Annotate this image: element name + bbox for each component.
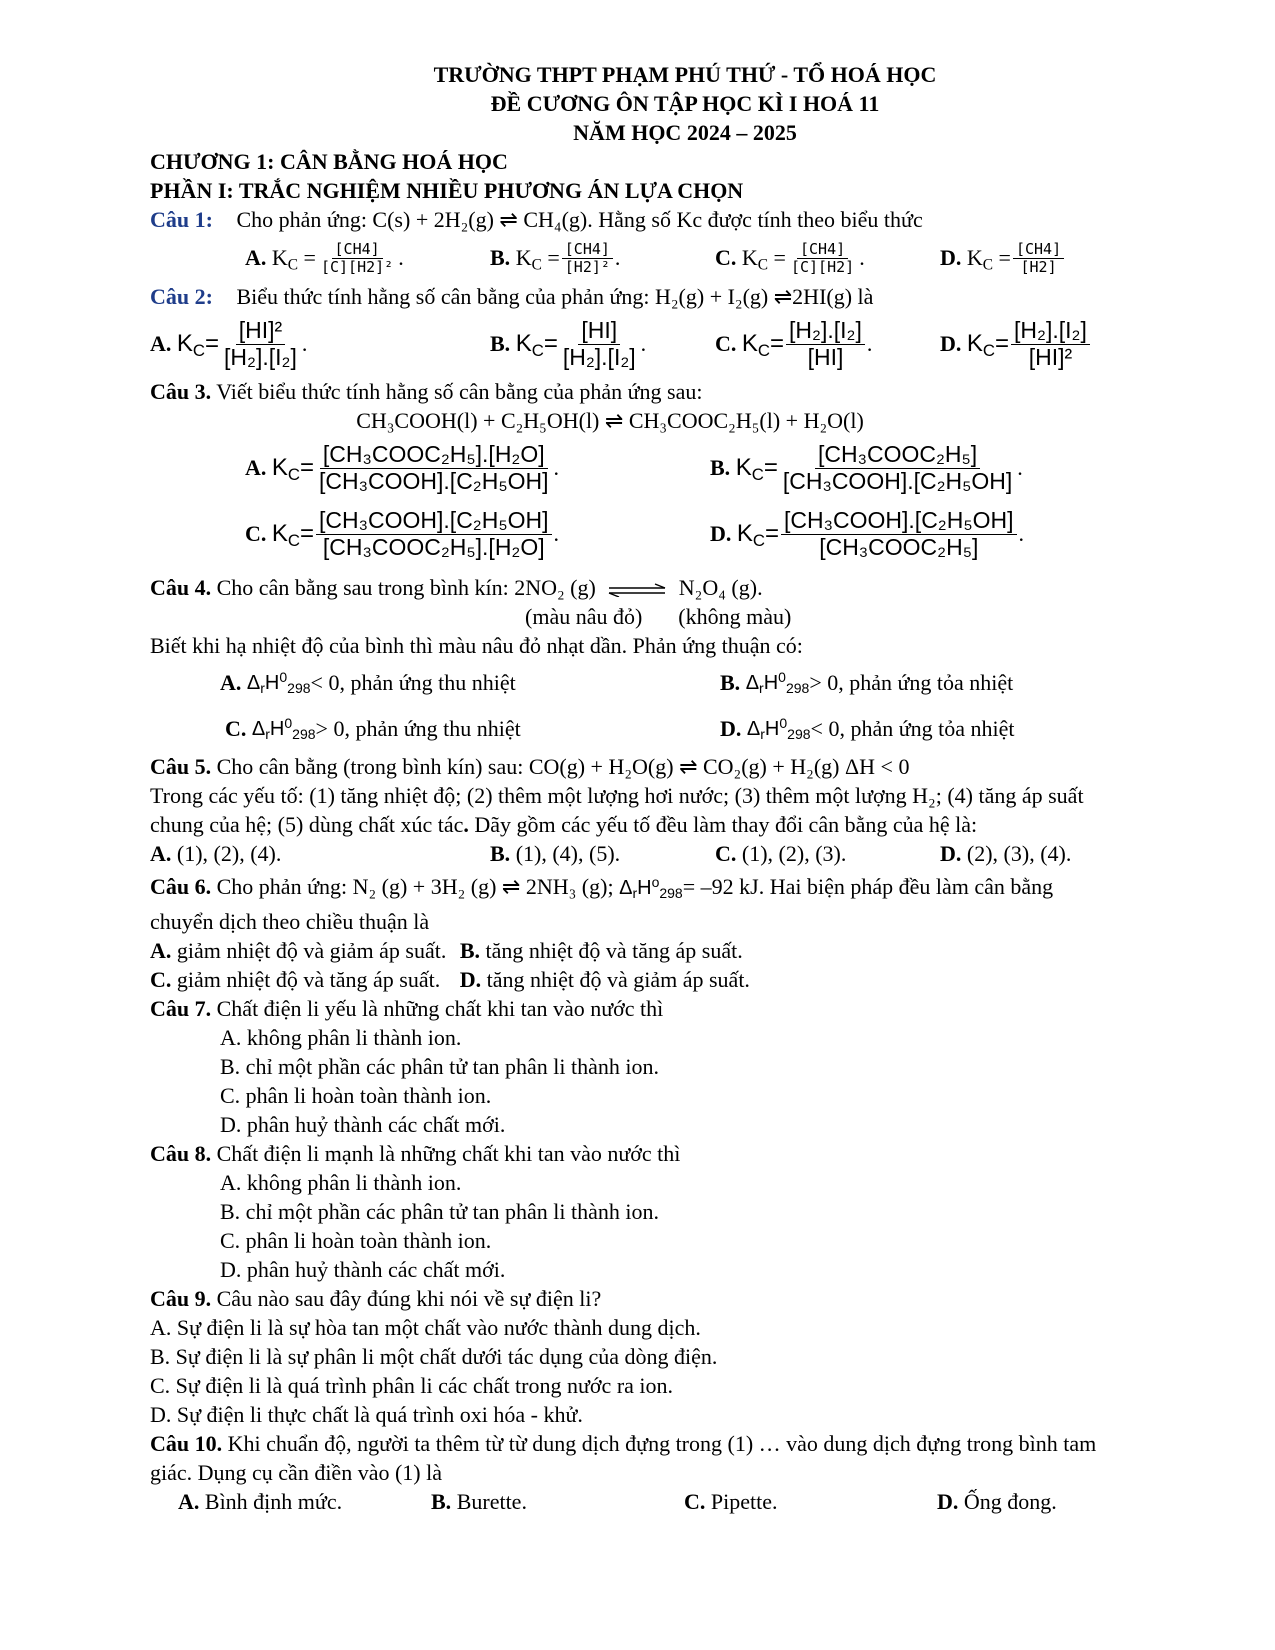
q2-option-d[interactable]: D. $K_C=$ $\frac{\text{[H₂].[I₂]}}{\text{[HI]²}}$ (940, 318, 1092, 370)
part-heading: PHẦN I: TRẮC NGHIỆM NHIỀU PHƯƠNG ÁN LỰA CHỌN (150, 178, 744, 203)
q5-option-a[interactable]: A. (1), (2), (4). (150, 840, 282, 866)
q8-option-d[interactable]: D. phân huỷ thành các chất mới. (220, 1257, 506, 1282)
q4-options-cd (150, 706, 1220, 752)
q2-option-a[interactable]: A. $K_C=$ $\frac{\text{[HI]²}}{\text{[H₂].[I₂]}}$ . (150, 317, 308, 370)
q7-option-b[interactable]: B. chỉ một phần các phân tử tan phân li thành ion. (220, 1054, 659, 1079)
question-1 (150, 205, 1220, 234)
q3-option-b[interactable]: B. $K_C=$ $\frac{\text{[CH₃COOC₂H₅]}}{\text{[CH₃COOH].[C₂H₅OH]}}$ . (710, 441, 1023, 494)
q4-options-ab (150, 660, 1220, 706)
q4-option-c[interactable]: C. $\Delta_rH^0_{298}$ > 0, phản ứng thu nhiệt (225, 714, 521, 742)
question-7: Câu 7. Chất điện li yếu là những chất khi tan vào nước thì (150, 996, 664, 1021)
q2-option-c[interactable]: C. $K_C=$ $\frac{\text{[H₂].[I₂]}}{[HI]}$ . (715, 317, 873, 370)
q5-line3: chung của hệ; (5) dùng chất xúc tác. Dãy gồm các yếu tố đều làm thay đổi cân bằng của hệ là: (150, 812, 978, 837)
q6-option-b[interactable]: B. tăng nhiệt độ và tăng áp suất. (459, 938, 743, 963)
question-9: Câu 9. Câu nào sau đây đúng khi nói về sự điện li? (150, 1286, 602, 1311)
q3-option-c[interactable]: C. $K_C=$ $\frac{\text{[CH₃COOH].[C₂H₅OH]}}{\text{[CH₃COOC₂H₅].[H₂O]}}$ . (245, 507, 559, 560)
q9-option-a[interactable]: A. Sự điện li là sự hòa tan một chất vào nước thành dung dịch. (150, 1315, 701, 1340)
q5-option-d[interactable]: D. (2), (3), (4). (940, 840, 1072, 866)
school-year: NĂM HỌC 2024 – 2025 (573, 120, 797, 145)
q8-option-b[interactable]: B. chỉ một phần các phân tử tan phân li thành ion. (220, 1199, 659, 1224)
q10-line2: giác. Dụng cụ cần điền vào (1) là (150, 1460, 442, 1485)
question-label: Câu 1: (150, 207, 213, 232)
q2-option-b[interactable]: B. $K_C=$ $\frac{[HI]}{\text{[H₂].[I₂]}}$ . (490, 317, 647, 370)
document-page (150, 60, 1220, 1516)
outline-title: ĐỀ CƯƠNG ÔN TẬP HỌC KÌ I HOÁ 11 (490, 91, 880, 116)
q9-option-c[interactable]: C. Sự điện li là quá trình phân li các chất trong nước ra ion. (150, 1373, 674, 1398)
question-label: Câu 3. (150, 379, 212, 404)
q4-colors: (màu nâu đỏ) (không màu) (525, 604, 792, 629)
q1-option-d[interactable]: D. $K_C$ = $\frac{[CH4]}{[H2]}$ (940, 241, 1066, 275)
q1-options (150, 234, 1220, 282)
q2-options (150, 311, 1220, 377)
q10-option-a[interactable]: A. Bình định mức. (178, 1488, 343, 1514)
chapter-heading: CHƯƠNG 1: CÂN BẰNG HOÁ HỌC (150, 149, 508, 174)
school-header: TRƯỜNG THPT PHẠM PHÚ THỨ - TỔ HOÁ HỌC (433, 62, 937, 87)
question-6: Câu 6. Cho phản ứng: N₂ (g) + 3H₂ (g) ⇌ 2NH₃ (g); $\Delta_rH^o_{298}= -92$ kJ. Hai biện pháp đều làm cân bằng (150, 874, 1054, 902)
q10-options (150, 1487, 1220, 1516)
q8-option-c[interactable]: C. phân li hoàn toàn thành ion. (220, 1228, 492, 1253)
question-2 (150, 282, 1220, 311)
q3-option-d[interactable]: D. $K_C=$ $\frac{\text{[CH₃COOH].[C₂H₅OH]}}{\text{[CH₃COOC₂H₅]}}$ . (710, 507, 1024, 560)
question-label: Câu 4. (150, 575, 212, 600)
question-label: Câu 6. (150, 874, 212, 899)
q5-line2: Trong các yếu tố: (1) tăng nhiệt độ; (2) thêm một lượng hơi nước; (3) thêm một lượng H₂; (4) tăng áp suất (150, 783, 1084, 808)
q5-option-b[interactable]: B. (1), (4), (5). (490, 840, 621, 866)
q10-option-c[interactable]: C. Pipette. (684, 1488, 778, 1514)
question-5: Câu 5. Cho cân bằng (trong bình kín) sau: CO(g) + H₂O(g) ⇌ CO₂(g) + H₂(g) ΔH < 0 (150, 754, 910, 779)
q9-option-b[interactable]: B. Sự điện li là sự phân li một chất dưới tác dụng của dòng điện. (150, 1344, 718, 1369)
equilibrium-arrow-icon (607, 583, 667, 597)
q5-option-c[interactable]: C. (1), (2), (3). (715, 840, 847, 866)
q3-options-ab (150, 435, 1220, 501)
question-text: Cho phản ứng: C(s) + 2H₂(g) ⇌ CH₄(g). Hằng số Kc được tính theo biểu thức (236, 207, 923, 232)
q8-option-a[interactable]: A. không phân li thành ion. (220, 1170, 462, 1195)
question-label: Câu 9. (150, 1286, 212, 1311)
q6-options-ab (150, 936, 1220, 965)
q3-reaction: CH₃COOH(l) + C₂H₅OH(l) ⇌ CH₃COOC₂H₅(l) + H₂O(l) (356, 408, 864, 433)
q10-option-d[interactable]: D. Ống đong. (937, 1488, 1057, 1514)
question-label: Câu 10. (150, 1431, 223, 1456)
question-4: Câu 4. Cho cân bằng sau trong bình kín: 2NO₂ (g) N₂O₄ (g). (150, 575, 763, 600)
q3-options-cd (150, 501, 1220, 567)
question-8: Câu 8. Chất điện li mạnh là những chất khi tan vào nước thì (150, 1141, 681, 1166)
q6-option-a[interactable]: A. giảm nhiệt độ và giảm áp suất. (150, 938, 447, 963)
q4-line2: Biết khi hạ nhiệt độ của bình thì màu nâu đỏ nhạt dần. Phản ứng thuận có: (150, 633, 803, 658)
question-10: Câu 10. Khi chuẩn độ, người ta thêm từ từ dung dịch đựng trong (1) … vào dung dịch đựng trong bình tam (150, 1431, 1097, 1456)
q6-option-c[interactable]: C. giảm nhiệt độ và tăng áp suất. (150, 967, 441, 992)
question-text: Viết biểu thức tính hằng số cân bằng của phản ứng sau: (216, 379, 703, 404)
q6-line2: chuyển dịch theo chiều thuận là (150, 909, 430, 934)
q7-option-c[interactable]: C. phân li hoàn toàn thành ion. (220, 1083, 492, 1108)
question-label: Câu 2: (150, 284, 213, 309)
q5-options (150, 839, 1220, 868)
question-3 (150, 377, 1220, 406)
q7-option-d[interactable]: D. phân huỷ thành các chất mới. (220, 1112, 506, 1137)
question-label: Câu 5. (150, 754, 212, 779)
q3-option-a[interactable]: A. $K_C=$ $\frac{\text{[CH₃COOC₂H₅].[H₂O]}}{\text{[CH₃COOH].[C₂H₅OH]}}$ . (245, 441, 559, 494)
q4-option-d[interactable]: D. $\Delta_rH^0_{298}$ < 0, phản ứng tỏa nhiệt (720, 714, 1015, 742)
q1-option-b[interactable]: B. $K_C$ = $\frac{[CH4]}{\text{[H2]²}}$ . (490, 240, 621, 276)
q10-option-b[interactable]: B. Burette. (431, 1488, 527, 1514)
question-label: Câu 7. (150, 996, 212, 1021)
q7-option-a[interactable]: A. không phân li thành ion. (220, 1025, 462, 1050)
q6-option-d[interactable]: D. tăng nhiệt độ và giảm áp suất. (459, 967, 750, 992)
q1-option-c[interactable]: C. $K_C$ = $\frac{[CH4]}{[C][H2]}$ . (715, 240, 865, 276)
q1-option-a[interactable]: A. $K_C$ = $\frac{[CH4]}{\text{[C][H2]²}}$ . (245, 240, 404, 276)
q4-option-a[interactable]: A. $\Delta_rH^0_{298}$ < 0, phản ứng thu nhiệt (220, 668, 516, 696)
q9-option-d[interactable]: D. Sự điện li thực chất là quá trình oxi hóa - khử. (150, 1402, 583, 1427)
question-text: Biểu thức tính hằng số cân bằng của phản ứng: H₂(g) + I₂(g) ⇌2HI(g) là (236, 284, 874, 309)
q4-option-b[interactable]: B. $\Delta_rH^0_{298}$ > 0, phản ứng tỏa nhiệt (720, 668, 1014, 696)
q6-options-cd (150, 965, 1220, 994)
question-label: Câu 8. (150, 1141, 212, 1166)
